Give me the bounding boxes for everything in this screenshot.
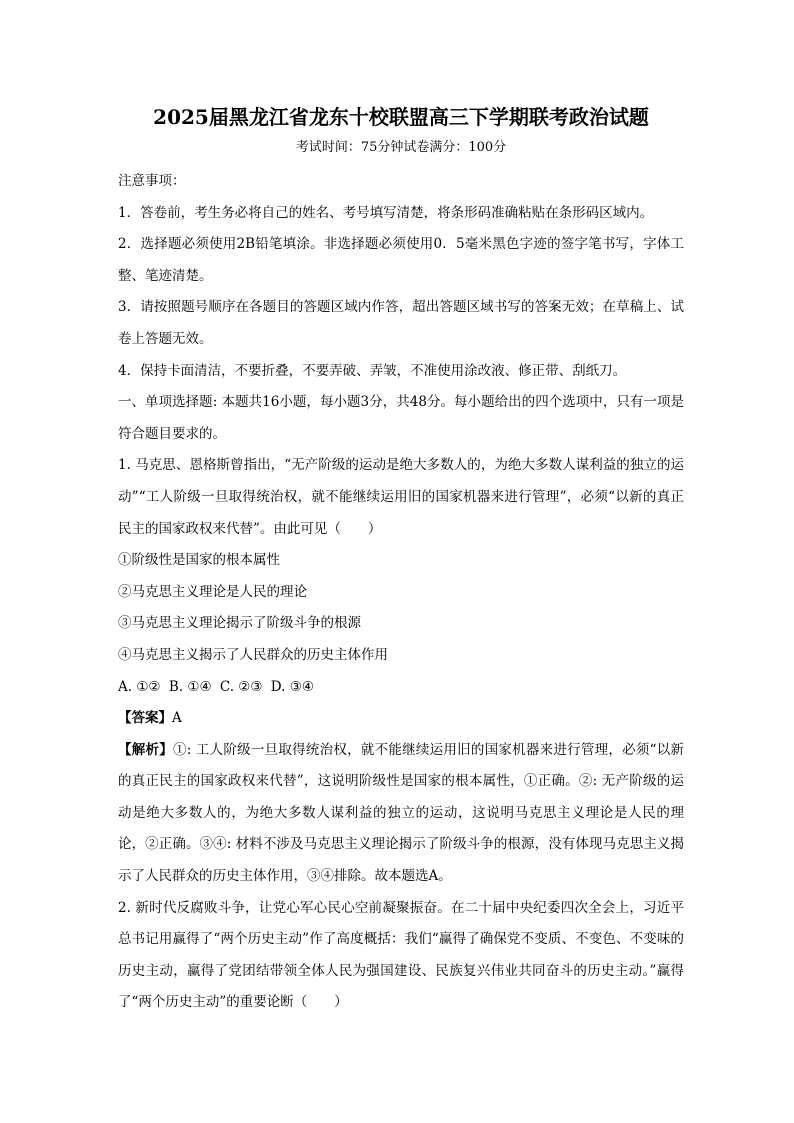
question-1-analysis (118, 735, 684, 893)
document-title: 2025届黑龙江省龙东十校联盟高三下学期联考政治试题 (153, 105, 649, 129)
answer-label: 【答案】 (118, 710, 172, 727)
question-1-options (118, 672, 684, 704)
note-item-1: 1．答卷前，考生务必将自己的姓名、考号填写清楚，将条形码准确粘贴在条形码区域内。 (118, 204, 654, 221)
question-2-stem: 2. 新时代反腐败斗争，让党心军心民心空前凝聚振奋。在二十届中央纪委四次全会上，习近平总书记用赢得了“两个历史主动”作了高度概括：我们“赢得了确保党不变质、不变色、不变味的历史主动，赢得了党团结带领全体人民为强国建设、民族复兴伟业共同奋斗的历史主动。”赢得了“两个历史主动”的重要论断（ ） (118, 899, 684, 1011)
answer-value: A (172, 710, 182, 727)
option-b: B. ①④ (168, 678, 212, 695)
document-page (118, 102, 684, 1019)
question-1-answer (118, 703, 684, 735)
exam-info: 考试时间：75分钟试卷满分：100分 (295, 140, 507, 155)
section-header: 一、单项选择题: 本题共16小题，每小题3分，共48分。每小题给出的四个选项中，只有一项是符合题目要求的。 (118, 394, 684, 442)
note-item-4: 4．保持卡面清洁，不要折叠，不要弄破、弄皱，不准使用涂改液、修正带、刮纸刀。 (118, 362, 627, 379)
question-1-statement-1: ①阶级性是国家的根本属性 (118, 552, 280, 569)
option-c: C. ②③ (219, 678, 263, 695)
option-d: D. ③④ (270, 678, 314, 695)
option-a: A. ①② (118, 678, 161, 695)
note-item-2: 2．选择题必须使用2B铅笔填涂。非选择题必须使用0．5毫米黑色字迹的签字笔书写，字体工整、笔迹清楚。 (118, 236, 684, 284)
analysis-text: ①: 工人阶级一旦取得统治权，就不能继续运用旧的国家机器来进行管理，必须“以新的真正民主的国家政权来代替”，这说明阶级性是国家的根本属性，①正确。②: 无产阶级的运动是绝大多数人的，为绝大多数人谋利益的独立的运动，这说明马克思主义理论是人民的理论，②正确。③④: 材料不涉及马克思主义理论揭示了阶级斗争的根源，没有体现马克思主义揭示了人民群众的历史主体作用，③④排除。故本题选A。 (118, 741, 684, 885)
question-1-statement-3: ③马克思主义理论揭示了阶级斗争的根源 (118, 615, 361, 632)
question-1-stem: 1. 马克思、恩格斯曾指出，“无产阶级的运动是绝大多数人的，为绝大多数人谋利益的独立的运动”“工人阶级一旦取得统治权，就不能继续运用旧的国家机器来进行管理”，必须“以新的真正民主的国家政权来代替”。由此可见（ ） (118, 457, 684, 537)
question-1-statement-4: ④马克思主义揭示了人民群众的历史主体作用 (118, 646, 388, 663)
notes-header: 注意事项： (118, 173, 186, 189)
note-item-3: 3．请按照题号顺序在各题目的答题区域内作答，超出答题区域书写的答案无效；在草稿上、试卷上答题无效。 (118, 299, 684, 347)
analysis-label: 【解析】 (118, 741, 173, 758)
question-1-statement-2: ②马克思主义理论是人民的理论 (118, 583, 307, 600)
